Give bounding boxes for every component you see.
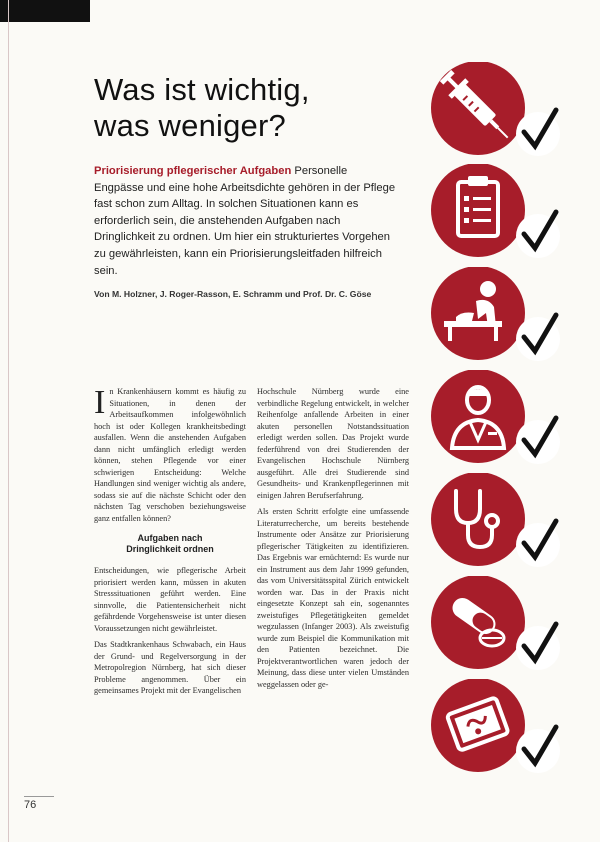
- title-line-1: Was ist wichtig,: [94, 72, 310, 107]
- title-line-2: was weniger?: [94, 108, 286, 143]
- page-edge-line: [8, 0, 9, 842]
- body-text: n Krankenhäusern kommt es häufig zu Situationen, in denen der Arbeitsaufkommen infolgewöhnlich hoch ist oder Kollegen krankheitsbedingt ausfallen. Wenn die anstehenden Aufgaben dann nicht umfänglich erledigt werden können, stehen Pflegende vor einer schwierigen Entscheidung: Welche Handlungen sind weniger wichtig als andere, sodass sie auf die nächste Schicht oder den nächsten Tag verschoben beziehungsweise ganz entfallen können?: [94, 387, 246, 523]
- lead-kicker: Priorisierung pflegerischer Aufgaben: [94, 165, 292, 177]
- body-column-2: [257, 386, 409, 695]
- section-subhead: [94, 533, 246, 555]
- body-paragraph: [94, 386, 246, 524]
- lead-text: Personelle Engpässe und eine hohe Arbeitsdichte gehören in der Pflege fast schon zum Alltag. In solchen Situationen kann es erforderlich sein, die anstehenden Aufgaben nach Dringlichkeit zu ordnen. Um hier ein strukturiertes Vorgehen zu gewährleisten, kann ein Priorisierungsleitfaden hilfreich sein.: [94, 165, 396, 277]
- sidebar-item-patient: [426, 267, 596, 377]
- body-column-1: [94, 386, 246, 702]
- page-number: 76: [24, 799, 37, 811]
- sidebar-item-stethoscope: [426, 473, 596, 583]
- body-paragraph: Hochschule Nürnberg wurde eine verbindliche Regelung entwickelt, in welcher Reihenfolge anfallende Arbeiten in einer akuten personellen Notstandssituation erledigt werden sollen. Das Projekt wurde federführend von drei Studierenden der Evangelischen Hochschule Nürnberg ausgeführt. Alle drei Studierende sind Gesundheits- und Krankenpflegerinnen mit einigen Jahren Berufserfahrung.: [257, 387, 409, 500]
- sidebar-item-doctor: [426, 370, 596, 480]
- article-lead: [94, 163, 399, 279]
- icon-sidebar: [426, 62, 596, 782]
- body-paragraph: Das Stadtkrankenhaus Schwabach, ein Haus der Grund- und Regelversorgung in der Metropolregion Nürnberg, hat sich dieser Probleme angenommen. Über ein gemeinsames Projekt mit der Evangelischen: [94, 640, 246, 695]
- sidebar-item-syringe: [426, 62, 596, 172]
- article-title: [94, 72, 424, 144]
- subhead-line-1: Aufgaben nach: [137, 533, 203, 543]
- page-number-rule: [24, 796, 54, 797]
- corner-black-block: [0, 0, 90, 22]
- subhead-line-2: Dringlichkeit ordnen: [126, 544, 214, 554]
- sidebar-item-tablet: [426, 679, 596, 789]
- body-paragraph: Als ersten Schritt erfolgte eine umfassende Literaturrecherche, um bereits bestehende Instrumente oder Ansätze zur Priorisierung pflegerischer Tätigkeiten zu identifizieren. Das Ergebnis war ernüchternd: Es wurde nur ein Instrument aus dem Jahr 1999 gefunden, das vom Universitätsspital Zürich entwickelt worden war. Das in der Praxis nicht eingesetzte Konzept sah ein, sogenanntes zweistufiges Pflegetätigkeiten gemeldet wegzulassen (Infanger 2003). Als zweistufig wurde zum Beispiel die Kommunikation mit den Patienten bezeichnet. Die Projektverantwortlichen waren jedoch der Meinung, dass diese unter vielen Umständen weggelassen oder ge-: [257, 507, 409, 689]
- sidebar-item-clipboard: [426, 164, 596, 274]
- body-paragraph: Entscheidungen, wie pflegerische Arbeit priorisiert werden kann, müssen in akuten Stresssituationen geführt werden. Eine sinnvolle, die Patientensicherheit nicht gefährdende Vorgehensweise ist unter diesen Voraussetzungen nicht gewährleistet.: [94, 566, 246, 633]
- article-authors: Von M. Holzner, J. Roger-Rasson, E. Schramm und Prof. Dr. C. Göse: [94, 289, 372, 299]
- sidebar-item-pills: [426, 576, 596, 686]
- drop-cap: I: [94, 384, 106, 421]
